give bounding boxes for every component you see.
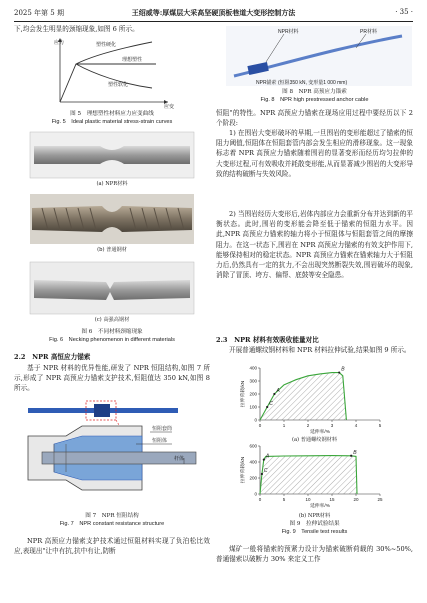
fig9b-y-tick-label: 200 (249, 475, 257, 481)
fig9-sub-b: (b) NPR材料 (298, 513, 331, 519)
fig9a-x-label: 延伸率/% (310, 430, 330, 435)
issue-label: 2025 年第 5 期 (14, 9, 64, 17)
hardening-curve (60, 42, 152, 102)
fig9a-y-tick-label: 300 (249, 378, 257, 384)
fig9b-y-tick-label: 0 (254, 491, 257, 497)
header-rule (14, 21, 413, 22)
fig9a-y-tick-label: 0 (254, 417, 257, 423)
fig9a-x-tick-label: 3 (330, 423, 334, 428)
right-paragraph-1: 恒阻"的特性。NPR 高预应力锚索在现场应用过程中要经历以下 2 个阶段: (216, 109, 413, 128)
fig9a-x-tick-label: 2 (306, 423, 310, 428)
fig9-caption-cn: 图 9 拉伸试验结果 (289, 521, 340, 527)
section-2-2-title: 2.2 NPR 高恒应力锚索 (14, 353, 91, 361)
fig9b-energy-area (260, 453, 357, 494)
fig9b-annotation: B (353, 449, 357, 456)
fig9a-y-label: 拉伸荷载/kN (241, 380, 246, 408)
fig9-caption-en: Fig. 9 Tensile test results (281, 529, 348, 535)
fig9a-y-tick-label: 400 (249, 365, 257, 371)
fig9b-x-tick-label: 15 (329, 497, 335, 502)
fig9a-y-tick-label: 200 (249, 391, 257, 397)
fig9b-x-tick-label: 20 (353, 497, 359, 502)
fig8-label-npr: NPR材料 (278, 29, 299, 35)
fig9b-annotation: C (263, 468, 268, 474)
fig5-stress-strain-diagram (52, 36, 175, 110)
fig9a-point (266, 406, 268, 408)
fig9a-annotation: B (341, 366, 345, 373)
fig9b-x-tick-label: 25 (377, 497, 383, 502)
fig6-caption-cn: 图 6 不同材料颈缩现象 (81, 329, 143, 335)
fig7-npr-structure-diagram (24, 400, 200, 500)
fig9a-x-tick-label: 4 (354, 423, 358, 428)
fig7-caption-en: Fig. 7 NPR constant resistance structure (59, 521, 165, 527)
right-paragraph-2: 1) 在围岩大变形破坏的早期,一旦围岩的变形能超过了锚索的恒阻力阈值,恒阻体在恒阻套管内部会发生相应的滑移现象。这一现象标志着 NPR 高预应力锚索随着围岩的显著变形而经历均匀拉伸的大变形过程,可有效吸收并耗散变形能,从而显著减少围岩的大变形导致的结构破断与失效风险。 (216, 129, 413, 178)
fig5-y-label: 应力 (54, 40, 65, 46)
section-2-2-paragraph: 基于 NPR 材料的优异性能,研发了 NPR 恒阻结构,如图 7 所示,形成了 NPR 高预应力锚索支护技术,恒阻值达 350 kN,如图 8 所示。 (14, 364, 210, 393)
fig9-sub-a: (a) 普通螺纹钢材料 (291, 437, 338, 443)
fig6-sub-c: (c) 高强高钢材 (94, 317, 130, 323)
right-paragraph-4: 开展普通螺纹钢材料和 NPR 材料拉伸试验,结果如图 9 所示。 (229, 346, 411, 354)
fig9b-annotation: A (265, 453, 270, 460)
fig8-anchor-cable-photo (226, 26, 412, 86)
fig9a-point (273, 393, 275, 395)
fig5-caption-cn: 图 5 理想塑性材料应力应变曲线 (70, 111, 154, 117)
fig8-caption-cn: 图 8 NPR 高预应力锚索 (282, 89, 347, 95)
fig8-label-pr: PR材料 (360, 29, 377, 35)
intro-text: 下,均会发生明显的颈缩现象,如图 6 所示。 (14, 25, 139, 33)
fig5-label-hardening: 塑性硬化 (96, 42, 117, 48)
fig6-sub-a: (a) NPR材料 (96, 181, 128, 187)
fig9a-x-tick-label: 5 (378, 423, 382, 428)
fig9b-x-tick-label: 5 (282, 497, 286, 502)
fig9b-point (263, 459, 265, 461)
fig5-caption-en: Fig. 5 Ideal plastic material stress-strain curves (51, 119, 173, 125)
fig9b-x-label: 延伸率/% (310, 504, 330, 509)
fig5-x-label: 应变 (164, 104, 175, 110)
fig6-sub-b: (b) 普通钢材 (97, 247, 127, 253)
fig5-label-ideal: 理想塑性 (122, 57, 143, 63)
fig9b-y-tick-label: 400 (249, 459, 257, 465)
fig7-label-body: 恒阻体 (152, 438, 168, 444)
fig8-label-cable: NPR锚索 (恒阻350 kN, 变形量1 000 mm) (256, 80, 348, 86)
right-paragraph-3: 2) 当围岩经历大变形后,岩体内部应力会重新分布并达到新的平衡状态。此时,围岩的变形能会降至低于锚索的恒阻力水平。因此,NPR 高预应力锚索的轴力将小于恒阻体与恒阻套管之间的摩擦阻力。在这一状态下,围岩在 NPR 高预应力锚索的有效支护作用下,能够保持相对的稳定状态。NPR 高预应力锚索在锚索轴力大于恒阻力后,仍然具有一定的抗力,不会出现突然断裂失效,围岩破坏的现象,消除了冒顶、垮方、偏帮、底鼓等安全隐患。 (216, 210, 413, 280)
fig9a-point (338, 371, 340, 373)
fig6-necking-photos (30, 132, 194, 332)
running-title: 王绍威等:厚煤层大采高坚硬顶板巷道大变形控制方法 (131, 8, 296, 17)
fig9b-x-tick-label: 0 (258, 497, 262, 502)
fig9b-point (261, 473, 263, 475)
fig5-label-softening: 塑性软化 (108, 82, 129, 88)
fig9a-chart (239, 366, 382, 436)
fig9b-chart (239, 444, 383, 510)
page-number: · 35 · (395, 8, 413, 16)
right-paragraph-5: 煤矿一般将锚索的预紧力设计为锚索破断荷载的 30%~50%,普通锚索以破断力 30% 来定义工作 (216, 545, 413, 564)
fig9b-x-tick-label: 10 (305, 497, 311, 502)
fig9a-y-tick-label: 100 (249, 404, 257, 410)
fig9a-x-tick-label: 0 (258, 423, 262, 428)
fig7-caption-cn: 图 7 NPR 恒阻结构 (85, 513, 139, 519)
fig9b-y-label: 拉伸荷载/kN (241, 456, 246, 484)
fig9a-annotation: A (276, 388, 280, 394)
section-2-3-title: 2.3 NPR 材料有效吸收能量对比 (216, 336, 319, 344)
fig6-caption-en: Fig. 6 Necking phenomenon in different materials (49, 337, 175, 343)
fig9b-y-tick-label: 600 (249, 443, 257, 449)
left-column-end-paragraph: NPR 高预应力锚索支护技术通过恒阻材料实现了负泊松比效应,表现出"让中有抗,抗中有让,防断 (14, 537, 210, 556)
fig9b-point (350, 455, 352, 457)
fig8-caption-en: Fig. 8 NPR high prestressed anchor cable (260, 97, 369, 103)
running-header (14, 6, 413, 20)
fig7-label-casing: 恒阻套筒 (152, 426, 173, 432)
fig7-label-rod: 杆体 (174, 456, 185, 462)
fig9a-annotation: C (269, 401, 273, 407)
fig9a-x-tick-label: 1 (282, 423, 286, 428)
